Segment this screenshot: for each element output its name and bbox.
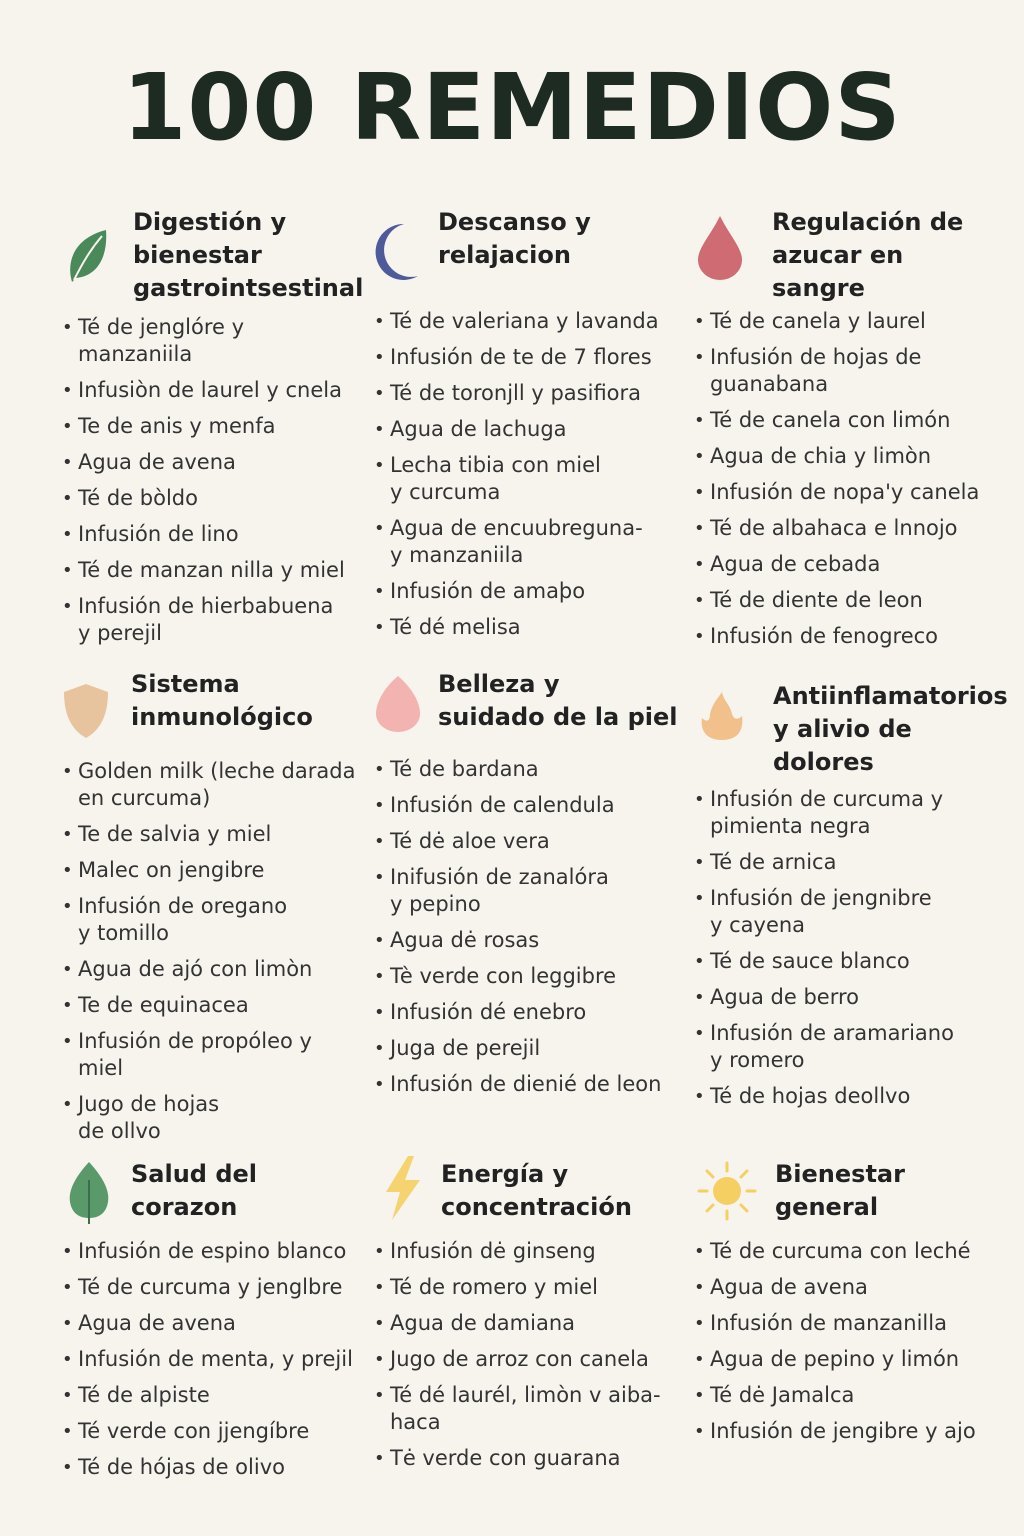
list-item: • Infusión de jengibre y ajo: [694, 1418, 1004, 1445]
list-item: • Té de albahaca e lnnojo: [694, 515, 1004, 542]
list-item: • Té dė Jamalca: [694, 1382, 1004, 1409]
list-item: • Agua de avena: [694, 1274, 1004, 1301]
section-title: Bienestar general: [775, 1160, 905, 1221]
section-title: Descanso y relajacion: [438, 208, 591, 269]
list-item: • Agua de ajó con limòn: [62, 956, 362, 983]
list-item: • Tè verde con leggibre: [374, 963, 674, 990]
list-item: • Té de hójas de olivo: [62, 1454, 362, 1481]
list-item: • Agua de avena: [62, 449, 362, 476]
list-item: • Té dė aloe vera: [374, 828, 674, 855]
list-item: • Inifusión de zanalóra y pepino: [374, 864, 674, 918]
list-item: • Infusión de oregano y tomillo: [62, 893, 362, 947]
list-item: • Lecha tibia con miel y curcuma: [374, 452, 674, 506]
list-item: • Te de salvia y miel: [62, 821, 362, 848]
list-item: • Agua de encuubreguna- y manzaniila: [374, 515, 674, 569]
list-item: • Té de canela y laurel: [694, 308, 1004, 335]
list-item: • Agua dė rosas: [374, 927, 674, 954]
list-item: • Agua de cebada: [694, 551, 1004, 578]
list-item: • Agua de pepino y limón: [694, 1346, 1004, 1373]
list-item: • Té de alpiste: [62, 1382, 362, 1409]
section-title: Energía y concentración: [441, 1160, 632, 1221]
section-title: Digestión y bienestar gastrointsestinal: [133, 208, 364, 302]
list-item: • Té de curcuma con leché: [694, 1238, 1004, 1265]
petal-icon: [374, 674, 422, 738]
list-item: • Infusión dé enebro: [374, 999, 674, 1026]
moon-icon: [374, 218, 438, 286]
list-item: • Infusión de dienié de leon: [374, 1071, 674, 1098]
flame-icon: [698, 690, 746, 746]
remedy-list: [694, 308, 1004, 659]
section-title: Antiinflamatorios y alivio de dolores: [773, 682, 1008, 776]
list-item: • Infusión de calendula: [374, 792, 674, 819]
list-item: • Te de anis y menfa: [62, 413, 362, 440]
list-item: • Infusión de espino blanco: [62, 1238, 362, 1265]
list-item: • Infusión de fenogreco: [694, 623, 1004, 650]
list-item: • Infusión de jengnibre y cayena: [694, 885, 1004, 939]
remedy-list: [62, 1238, 362, 1490]
drop-icon: [696, 214, 744, 284]
list-item: • Infusión de menta, y prejil: [62, 1346, 362, 1373]
list-item: • Infusión de nopa'y canela: [694, 479, 1004, 506]
leaf-icon: [66, 1160, 112, 1228]
list-item: • Té de manzan nilla y miel: [62, 557, 362, 584]
list-item: • Te de equinacea: [62, 992, 362, 1019]
list-item: • Infusión de amaþo: [374, 578, 674, 605]
list-item: • Infusiòn de laurel y cnela: [62, 377, 362, 404]
section-title: Sistema inmunológico: [131, 670, 313, 731]
list-item: • Té de bòldo: [62, 485, 362, 512]
shield-icon: [62, 682, 110, 744]
list-item: • Tė verde con guarana: [374, 1445, 674, 1472]
list-item: • Infusión de lino: [62, 521, 362, 548]
remedy-list: [694, 786, 1004, 1119]
list-item: • Agua de lachuga: [374, 416, 674, 443]
list-item: • Jugo de hojas de ollvo: [62, 1091, 362, 1145]
list-item: • Infusión dė ginseng: [374, 1238, 674, 1265]
page-title: 100 REMEDIOS: [122, 54, 902, 161]
sun-icon: [696, 1160, 758, 1226]
list-item: • Té dé melisa: [374, 614, 674, 641]
list-item: • Golden milk (leche darada en curcuma): [62, 758, 362, 812]
list-item: • Infusión de propóleo y miel: [62, 1028, 362, 1082]
list-item: • Infusión de curcuma y pimienta negra: [694, 786, 1004, 840]
list-item: • Infusión de aramariano y romero: [694, 1020, 1004, 1074]
list-item: • Infusión de manzanilla: [694, 1310, 1004, 1337]
section-title: Regulación de azucar en sangre: [772, 208, 964, 302]
list-item: • Té dé laurél, limòn v aiba- haca: [374, 1382, 674, 1436]
list-item: • Té de romero y miel: [374, 1274, 674, 1301]
section-title: Belleza y suidado de la piel: [438, 670, 678, 731]
remedy-list: [374, 756, 674, 1107]
section-title: Salud del corazon: [131, 1160, 258, 1221]
list-item: • Té de arnica: [694, 849, 1004, 876]
list-item: • Té de valeriana y lavanda: [374, 308, 674, 335]
list-item: • Té de curcuma y jenglbre: [62, 1274, 362, 1301]
list-item: • Infusión de hojas de guanabana: [694, 344, 1004, 398]
list-item: • Malec on jengibre: [62, 857, 362, 884]
list-item: • Agua de berro: [694, 984, 1004, 1011]
list-item: • Té de jenglóre y manzaniila: [62, 314, 362, 368]
remedy-list: [62, 314, 362, 656]
leaf-icon: [64, 226, 110, 290]
list-item: • Agua de chia y limòn: [694, 443, 1004, 470]
list-item: • Infusión de te de 7 flores: [374, 344, 674, 371]
list-item: • Té verde con jjengíbre: [62, 1418, 362, 1445]
list-item: • Té de hojas deollvo: [694, 1083, 1004, 1110]
remedy-list: [374, 308, 674, 650]
list-item: • Té de sauce blanco: [694, 948, 1004, 975]
remedy-list: [694, 1238, 1004, 1454]
list-item: • Infusión de hierbabuena y perejil: [62, 593, 362, 647]
list-item: • Té de bardana: [374, 756, 674, 783]
list-item: • Té de diente de leon: [694, 587, 1004, 614]
lightning-icon: [380, 1154, 424, 1226]
list-item: • Té de canela con limón: [694, 407, 1004, 434]
list-item: • Agua de damiana: [374, 1310, 674, 1337]
remedy-list: [374, 1238, 674, 1481]
list-item: • Té de toronjll y pasifiora: [374, 380, 674, 407]
list-item: • Agua de avena: [62, 1310, 362, 1337]
list-item: • Jugo de arroz con canela: [374, 1346, 674, 1373]
remedy-list: [62, 758, 362, 1154]
list-item: • Juga de perejil: [374, 1035, 674, 1062]
